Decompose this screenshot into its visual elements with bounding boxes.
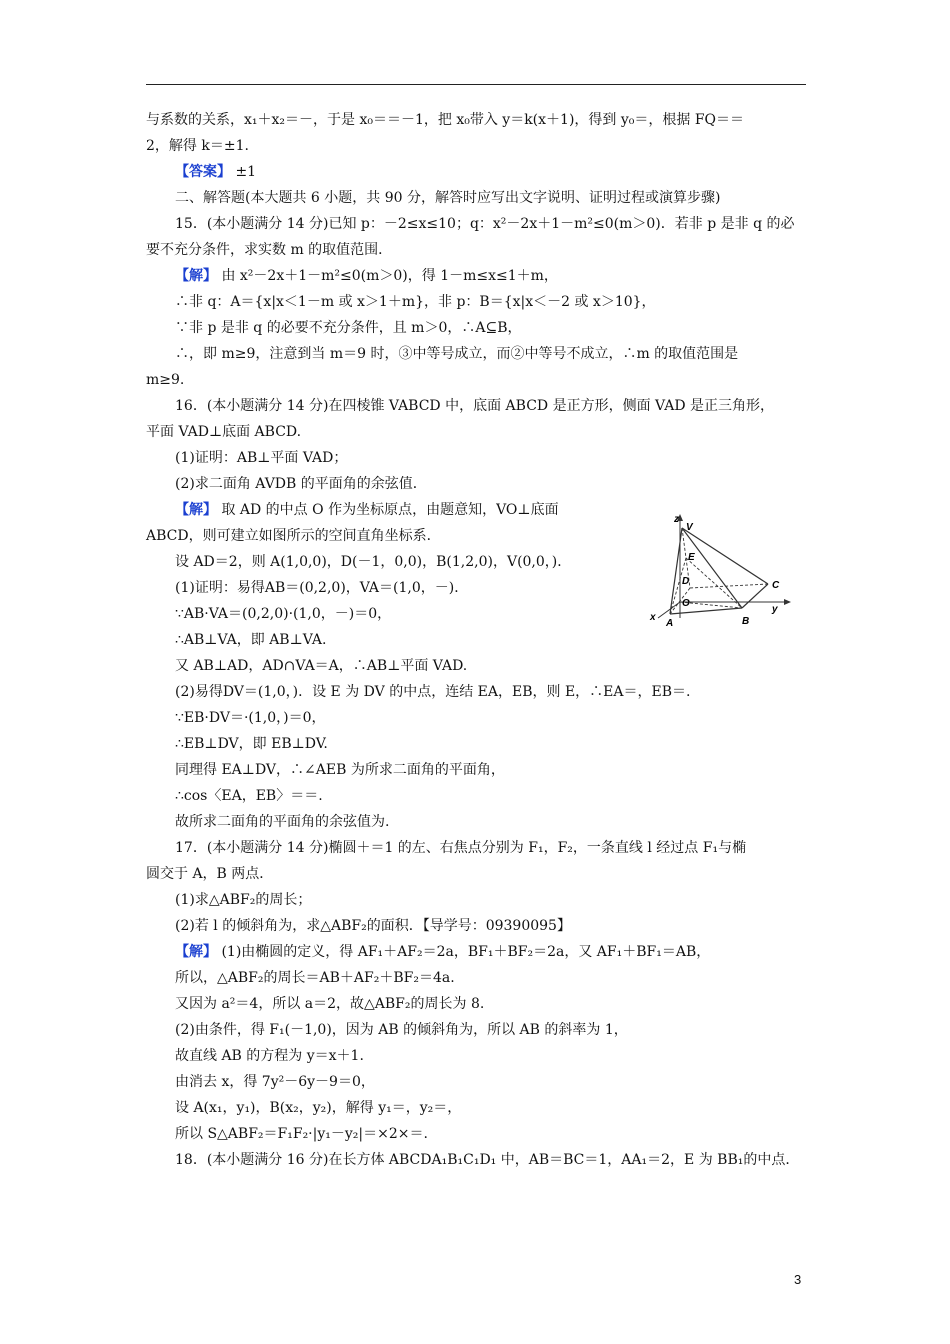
text-line — [146, 370, 184, 390]
text-line-content: 又因为 a²＝4，所以 a＝2，故△ABF₂的周长为 8. — [175, 996, 485, 1012]
figure-label-v: V — [686, 522, 693, 533]
text-line — [175, 968, 455, 988]
text-line — [175, 812, 389, 832]
text-line — [175, 1098, 461, 1118]
text-line-content: ∴cos〈EA，EB〉＝＝. — [175, 788, 323, 804]
text-line — [175, 1046, 364, 1066]
text-line — [175, 838, 746, 858]
text-line — [175, 1020, 628, 1040]
text-line-content: 又 AB⊥AD，AD∩VA＝A，∴AB⊥平面 VAD. — [175, 658, 468, 674]
text-line — [146, 526, 441, 546]
text-line-content: 2，解得 k＝±1. — [146, 138, 249, 154]
pyramid-diagram — [642, 508, 792, 628]
text-line-content: 故所求二面角的平面角的余弦值为. — [175, 814, 390, 830]
text-line — [146, 422, 301, 442]
text-line-content: 设 A(x₁，y₁)，B(x₂，y₂)，解得 y₁＝，y₂＝， — [175, 1100, 462, 1116]
figure-label-b: B — [742, 616, 750, 627]
text-line-content: ∵EB·DV＝·(1,0，)＝0， — [175, 710, 326, 726]
text-line — [175, 916, 571, 936]
text-line-content: 15．(本小题满分 14 分)已知 p：－2≤x≤10；q：x²－2x＋1－m²≤0(m＞0)．若非 p 是非 q 的必 — [175, 216, 795, 232]
answer-tag: 【解】 — [175, 502, 217, 518]
text-line — [175, 682, 690, 702]
text-line-content: (2)若 l 的倾斜角为，求△ABF₂的面积．【导学号：09390095】 — [175, 918, 571, 934]
page-number: 3 — [794, 1272, 802, 1287]
text-line — [175, 500, 559, 520]
text-line-content: 18．(本小题满分 16 分)在长方体 ABCDA₁B₁C₁D₁ 中，AB＝BC＝1，AA₁＝2，E 为 BB₁的中点． — [175, 1152, 800, 1168]
text-line-content: (1)由椭圆的定义，得 AF₁＋AF₂＝2a，BF₁＋BF₂＝2a，又 AF₁＋BF₁＝AB， — [217, 944, 711, 960]
text-line-content: 二、解答题(本大题共 6 小题，共 90 分，解答时应写出文字说明、证明过程或演算步骤) — [175, 190, 721, 206]
text-line — [175, 318, 522, 338]
text-line — [175, 630, 326, 650]
figure-label-y: y — [772, 604, 778, 615]
answer-tag: 【答案】 — [175, 164, 231, 180]
figure-label-a: A — [666, 618, 674, 628]
text-line-content: 平面 VAD⊥底面 ABCD. — [146, 424, 302, 440]
text-line — [146, 240, 392, 260]
text-line-content: 设 AD＝2，则 A(1,0,0)，D(－1，0,0)，B(1,2,0)，V(0,0，)． — [175, 554, 572, 570]
text-line — [175, 1072, 375, 1092]
text-line — [175, 734, 328, 754]
text-line — [175, 890, 311, 910]
text-line-content: 16．(本小题满分 14 分)在四棱锥 VABCD 中，底面 ABCD 是正方形，侧面 VAD 是正三角形， — [175, 398, 774, 414]
figure-label-x: x — [650, 612, 656, 623]
text-line — [175, 214, 794, 234]
text-line — [175, 448, 347, 468]
figure-label-e: E — [688, 552, 695, 563]
text-line — [175, 188, 720, 208]
text-line — [175, 552, 571, 572]
header-rule — [146, 84, 806, 85]
text-line-content: ∴非 q：A＝{x|x＜1－m 或 x＞1＋m}，非 p：B＝{x|x＜－2 或 x＞10}， — [175, 294, 656, 310]
text-line — [146, 864, 273, 884]
text-line-content: (1)求△ABF₂的周长； — [175, 892, 312, 908]
text-line — [175, 604, 391, 624]
figure-label-o: O — [682, 598, 690, 609]
text-line-content: 要不充分条件，求实数 m 的取值范围． — [146, 242, 393, 258]
text-line-content: ±1 — [231, 164, 257, 180]
text-line-content: 与系数的关系，x₁＋x₂＝－，于是 x₀＝＝－1，把 x₀带入 y＝k(x＋1)，得到 y₀＝，根据 FQ＝＝ — [146, 112, 745, 128]
text-line-content: ∴EB⊥DV，即 EB⊥DV. — [175, 736, 328, 752]
text-line-content: 所以，△ABF₂的周长＝AB＋AF₂＋BF₂＝4a. — [175, 970, 455, 986]
text-line-content: (2)求二面角 AVDB 的平面角的余弦值． — [175, 476, 427, 492]
text-line-content: ∵非 p 是非 q 的必要不充分条件，且 m＞0，∴A⊆B， — [175, 320, 522, 336]
text-line — [175, 708, 326, 728]
text-line — [146, 136, 249, 156]
text-line-content: 同理得 EA⊥DV，∴∠AEB 为所求二面角的平面角， — [175, 762, 505, 778]
text-line-content: (2)易得DV＝(1,0，)．设 E 为 DV 的中点，连结 EA，EB，则 E，∴EA＝，EB＝. — [175, 684, 691, 700]
text-line-content: ∴AB⊥VA，即 AB⊥VA. — [175, 632, 327, 648]
text-line-content: 圆交于 A，B 两点． — [146, 866, 274, 882]
text-line — [175, 396, 774, 416]
text-line — [175, 344, 738, 364]
figure-label-c: C — [772, 580, 780, 591]
text-line — [175, 1124, 428, 1144]
answer-tag: 【解】 — [175, 944, 217, 960]
text-line — [175, 578, 468, 598]
text-line — [175, 760, 505, 780]
text-line — [175, 1150, 799, 1170]
text-line — [175, 942, 710, 962]
text-line-content: (1)证明：AB⊥平面 VAD； — [175, 450, 348, 466]
figure-label-z: z — [674, 514, 679, 525]
text-line-content: 17．(本小题满分 14 分)椭圆＋＝1 的左、右焦点分别为 F₁，F₂，一条直线 l 经过点 F₁与椭 — [175, 840, 747, 856]
text-line-content: (2)由条件，得 F₁(－1,0)，因为 AB 的倾斜角为，所以 AB 的斜率为 1， — [175, 1022, 628, 1038]
pyramid-figure — [642, 508, 792, 628]
answer-tag: 【解】 — [175, 268, 217, 284]
text-line-content: 所以 S△ABF₂＝F₁F₂·|y₁－y₂|＝×2×＝. — [175, 1126, 428, 1142]
text-line — [175, 162, 256, 182]
text-line-content: ∴，即 m≥9，注意到当 m＝9 时，③中等号成立，而②中等号不成立，∴m 的取值范围是 — [175, 346, 739, 362]
text-line-content: 由 x²－2x＋1－m²≤0(m＞0)，得 1－m≤x≤1＋m， — [217, 268, 558, 284]
text-line-content: ABCD，则可建立如图所示的空间直角坐标系． — [146, 528, 441, 544]
text-line-content: m≥9. — [146, 372, 185, 388]
text-line — [175, 474, 427, 494]
text-line-content: (1)证明：易得AB＝(0,2,0)，VA＝(1,0，－)． — [175, 580, 469, 596]
text-line — [175, 266, 558, 286]
figure-label-d: D — [682, 576, 690, 587]
text-line — [175, 994, 484, 1014]
text-line-content: ∵AB·VA＝(0,2,0)·(1,0，－)＝0， — [175, 606, 392, 622]
text-line-content: 故直线 AB 的方程为 y＝x＋1. — [175, 1048, 364, 1064]
text-line-content: 取 AD 的中点 O 作为坐标原点，由题意知，VO⊥底面 — [217, 502, 559, 518]
text-line — [175, 656, 467, 676]
text-line — [175, 292, 656, 312]
text-line — [146, 110, 744, 130]
text-line-content: 由消去 x，得 7y²－6y－9＝0， — [175, 1074, 375, 1090]
text-line — [175, 786, 323, 806]
